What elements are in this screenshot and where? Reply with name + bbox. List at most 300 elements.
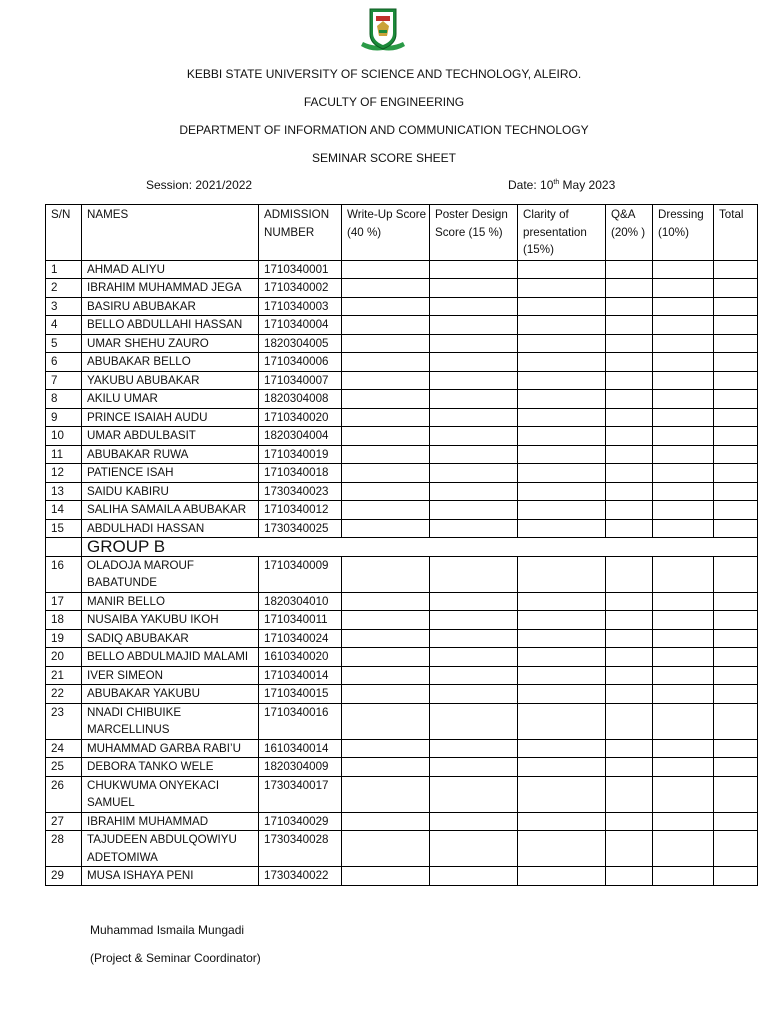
row-total-score	[714, 685, 758, 704]
row-admission: 1710340019	[259, 445, 342, 464]
row-sn: 28	[46, 831, 82, 867]
row-qa-score	[606, 703, 653, 739]
table-row	[46, 831, 758, 867]
col-clarity-header: Clarity of presentation (15%)	[518, 205, 606, 261]
row-sn: 26	[46, 776, 82, 812]
row-poster-score	[430, 353, 518, 372]
row-total-score	[714, 703, 758, 739]
row-poster-score	[430, 316, 518, 335]
row-total-score	[714, 666, 758, 685]
row-writeup-score	[342, 260, 430, 279]
row-clarity-score	[518, 648, 606, 667]
row-clarity-score	[518, 776, 606, 812]
row-admission: 1710340016	[259, 703, 342, 739]
row-poster-score	[430, 390, 518, 409]
row-sn: 7	[46, 371, 82, 390]
row-total-score	[714, 831, 758, 867]
row-writeup-score	[342, 390, 430, 409]
row-writeup-score	[342, 831, 430, 867]
row-clarity-score	[518, 482, 606, 501]
row-dressing-score	[653, 353, 714, 372]
row-dressing-score	[653, 445, 714, 464]
table-row	[46, 482, 758, 501]
row-dressing-score	[653, 464, 714, 483]
row-dressing-score	[653, 685, 714, 704]
row-name: MANIR BELLO	[82, 592, 259, 611]
table-row	[46, 592, 758, 611]
row-poster-score	[430, 629, 518, 648]
row-total-score	[714, 260, 758, 279]
row-clarity-score	[518, 390, 606, 409]
row-sn: 21	[46, 666, 82, 685]
row-total-score	[714, 390, 758, 409]
table-row	[46, 867, 758, 886]
row-admission: 1730340023	[259, 482, 342, 501]
row-dressing-score	[653, 648, 714, 667]
row-clarity-score	[518, 685, 606, 704]
row-name: MUHAMMAD GARBA RABI’U	[82, 739, 259, 758]
row-qa-score	[606, 390, 653, 409]
row-writeup-score	[342, 297, 430, 316]
row-name: BELLO ABDULMAJID MALAMI	[82, 648, 259, 667]
row-name: ABUBAKAR RUWA	[82, 445, 259, 464]
row-total-score	[714, 279, 758, 298]
row-dressing-score	[653, 703, 714, 739]
row-name: BELLO ABDULLAHI HASSAN	[82, 316, 259, 335]
row-writeup-score	[342, 666, 430, 685]
table-row	[46, 353, 758, 372]
row-total-score	[714, 464, 758, 483]
row-total-score	[714, 776, 758, 812]
row-sn: 8	[46, 390, 82, 409]
row-qa-score	[606, 519, 653, 538]
table-row	[46, 666, 758, 685]
row-clarity-score	[518, 867, 606, 886]
table-row	[46, 648, 758, 667]
table-row	[46, 371, 758, 390]
row-dressing-score	[653, 776, 714, 812]
row-clarity-score	[518, 445, 606, 464]
row-total-score	[714, 501, 758, 520]
row-qa-score	[606, 758, 653, 777]
row-poster-score	[430, 279, 518, 298]
row-dressing-score	[653, 334, 714, 353]
row-admission: 1710340012	[259, 501, 342, 520]
row-dressing-score	[653, 556, 714, 592]
row-poster-score	[430, 501, 518, 520]
row-total-score	[714, 519, 758, 538]
coordinator-role: (Project & Seminar Coordinator)	[90, 951, 261, 965]
row-name: YAKUBU ABUBAKAR	[82, 371, 259, 390]
session-label: Session: 2021/2022	[146, 178, 253, 192]
row-writeup-score	[342, 758, 430, 777]
row-name: UMAR ABDULBASIT	[82, 427, 259, 446]
row-admission: 1710340004	[259, 316, 342, 335]
row-qa-score	[606, 445, 653, 464]
row-writeup-score	[342, 867, 430, 886]
row-total-score	[714, 297, 758, 316]
row-writeup-score	[342, 629, 430, 648]
row-name: ABDULHADI HASSAN	[82, 519, 259, 538]
row-qa-score	[606, 776, 653, 812]
row-writeup-score	[342, 464, 430, 483]
row-poster-score	[430, 666, 518, 685]
table-row	[46, 629, 758, 648]
row-poster-score	[430, 776, 518, 812]
row-sn: 13	[46, 482, 82, 501]
table-row	[46, 260, 758, 279]
row-dressing-score	[653, 831, 714, 867]
row-name: SALIHA SAMAILA ABUBAKAR	[82, 501, 259, 520]
score-table	[45, 204, 758, 886]
table-row	[46, 427, 758, 446]
col-qa-header: Q&A (20% )	[606, 205, 653, 261]
row-qa-score	[606, 279, 653, 298]
row-admission: 1730340017	[259, 776, 342, 812]
row-clarity-score	[518, 739, 606, 758]
row-writeup-score	[342, 556, 430, 592]
row-admission: 1710340029	[259, 812, 342, 831]
row-total-score	[714, 812, 758, 831]
row-dressing-score	[653, 371, 714, 390]
row-writeup-score	[342, 739, 430, 758]
row-sn: 17	[46, 592, 82, 611]
table-row	[46, 519, 758, 538]
row-admission: 1820304004	[259, 427, 342, 446]
row-dressing-score	[653, 297, 714, 316]
row-poster-score	[430, 464, 518, 483]
row-dressing-score	[653, 666, 714, 685]
row-poster-score	[430, 427, 518, 446]
row-total-score	[714, 867, 758, 886]
row-writeup-score	[342, 501, 430, 520]
row-writeup-score	[342, 371, 430, 390]
table-row	[46, 556, 758, 592]
col-names-header: NAMES	[82, 205, 259, 261]
row-qa-score	[606, 648, 653, 667]
row-total-score	[714, 427, 758, 446]
row-admission: 1710340009	[259, 556, 342, 592]
row-qa-score	[606, 666, 653, 685]
row-sn: 29	[46, 867, 82, 886]
row-dressing-score	[653, 316, 714, 335]
row-poster-score	[430, 445, 518, 464]
row-clarity-score	[518, 279, 606, 298]
table-row	[46, 776, 758, 812]
row-poster-score	[430, 648, 518, 667]
row-name: PATIENCE ISAH	[82, 464, 259, 483]
row-admission: 1710340020	[259, 408, 342, 427]
row-writeup-score	[342, 316, 430, 335]
row-qa-score	[606, 611, 653, 630]
group-b-label: GROUP B	[82, 538, 758, 557]
row-sn: 24	[46, 739, 82, 758]
row-qa-score	[606, 408, 653, 427]
row-clarity-score	[518, 519, 606, 538]
row-qa-score	[606, 867, 653, 886]
row-poster-score	[430, 408, 518, 427]
row-dressing-score	[653, 758, 714, 777]
sheet-title: SEMINAR SCORE SHEET	[311, 151, 457, 165]
row-writeup-score	[342, 648, 430, 667]
table-row	[46, 408, 758, 427]
row-name: BASIRU ABUBAKAR	[82, 297, 259, 316]
row-writeup-score	[342, 427, 430, 446]
row-sn: 10	[46, 427, 82, 446]
row-clarity-score	[518, 556, 606, 592]
row-admission: 1710340006	[259, 353, 342, 372]
row-admission: 1730340025	[259, 519, 342, 538]
row-total-score	[714, 592, 758, 611]
row-admission: 1730340028	[259, 831, 342, 867]
col-dressing-header: Dressing (10%)	[653, 205, 714, 261]
row-qa-score	[606, 464, 653, 483]
row-dressing-score	[653, 812, 714, 831]
row-clarity-score	[518, 316, 606, 335]
row-poster-score	[430, 297, 518, 316]
row-total-score	[714, 629, 758, 648]
faculty-name: FACULTY OF ENGINEERING	[303, 95, 465, 109]
row-qa-score	[606, 501, 653, 520]
row-clarity-score	[518, 592, 606, 611]
row-clarity-score	[518, 353, 606, 372]
row-clarity-score	[518, 501, 606, 520]
row-clarity-score	[518, 334, 606, 353]
row-name: TAJUDEEN ABDULQOWIYU ADETOMIWA	[82, 831, 259, 867]
row-admission: 1710340002	[259, 279, 342, 298]
table-row	[46, 334, 758, 353]
row-sn: 20	[46, 648, 82, 667]
row-writeup-score	[342, 812, 430, 831]
table-row	[46, 279, 758, 298]
row-sn: 23	[46, 703, 82, 739]
row-poster-score	[430, 739, 518, 758]
row-writeup-score	[342, 279, 430, 298]
row-poster-score	[430, 867, 518, 886]
row-qa-score	[606, 812, 653, 831]
table-row	[46, 739, 758, 758]
row-sn: 6	[46, 353, 82, 372]
table-row	[46, 611, 758, 630]
row-writeup-score	[342, 445, 430, 464]
row-admission: 1820304008	[259, 390, 342, 409]
col-total-header: Total	[714, 205, 758, 261]
row-qa-score	[606, 260, 653, 279]
row-qa-score	[606, 831, 653, 867]
row-poster-score	[430, 812, 518, 831]
table-row	[46, 297, 758, 316]
row-sn: 9	[46, 408, 82, 427]
row-clarity-score	[518, 260, 606, 279]
row-name: MUSA ISHAYA PENI	[82, 867, 259, 886]
col-sn-header: S/N	[46, 205, 82, 261]
row-total-score	[714, 556, 758, 592]
row-dressing-score	[653, 408, 714, 427]
row-qa-score	[606, 556, 653, 592]
row-clarity-score	[518, 812, 606, 831]
row-admission: 1710340018	[259, 464, 342, 483]
row-total-score	[714, 758, 758, 777]
row-qa-score	[606, 334, 653, 353]
row-dressing-score	[653, 629, 714, 648]
row-clarity-score	[518, 666, 606, 685]
row-clarity-score	[518, 703, 606, 739]
row-poster-score	[430, 334, 518, 353]
university-crest-icon	[357, 6, 409, 54]
table-row	[46, 685, 758, 704]
row-poster-score	[430, 482, 518, 501]
group-a-rows	[46, 260, 758, 538]
row-dressing-score	[653, 260, 714, 279]
table-row	[46, 758, 758, 777]
row-name: NUSAIBA YAKUBU IKOH	[82, 611, 259, 630]
row-name: IBRAHIM MUHAMMAD JEGA	[82, 279, 259, 298]
row-admission: 1820304005	[259, 334, 342, 353]
row-total-score	[714, 334, 758, 353]
table-row	[46, 390, 758, 409]
row-name: NNADI CHIBUIKE MARCELLINUS	[82, 703, 259, 739]
row-sn: 27	[46, 812, 82, 831]
row-clarity-score	[518, 758, 606, 777]
col-poster-header: Poster Design Score (15 %)	[430, 205, 518, 261]
row-poster-score	[430, 260, 518, 279]
row-sn: 19	[46, 629, 82, 648]
row-writeup-score	[342, 703, 430, 739]
row-qa-score	[606, 353, 653, 372]
row-name: ABUBAKAR YAKUBU	[82, 685, 259, 704]
row-dressing-score	[653, 867, 714, 886]
row-name: PRINCE ISAIAH AUDU	[82, 408, 259, 427]
row-dressing-score	[653, 592, 714, 611]
row-total-score	[714, 408, 758, 427]
row-dressing-score	[653, 427, 714, 446]
row-admission: 1610340020	[259, 648, 342, 667]
row-total-score	[714, 739, 758, 758]
row-sn: 25	[46, 758, 82, 777]
row-poster-score	[430, 611, 518, 630]
row-dressing-score	[653, 482, 714, 501]
table-row	[46, 703, 758, 739]
row-name: ABUBAKAR BELLO	[82, 353, 259, 372]
row-dressing-score	[653, 611, 714, 630]
row-name: DEBORA TANKO WELE	[82, 758, 259, 777]
row-admission: 1710340001	[259, 260, 342, 279]
row-total-score	[714, 316, 758, 335]
table-row	[46, 464, 758, 483]
table-row	[46, 445, 758, 464]
row-sn: 11	[46, 445, 82, 464]
row-admission: 1710340011	[259, 611, 342, 630]
row-total-score	[714, 648, 758, 667]
row-total-score	[714, 353, 758, 372]
row-poster-score	[430, 519, 518, 538]
row-sn: 14	[46, 501, 82, 520]
col-admission-header: ADMISSION NUMBER	[259, 205, 342, 261]
row-sn: 5	[46, 334, 82, 353]
row-dressing-score	[653, 390, 714, 409]
row-poster-score	[430, 758, 518, 777]
row-qa-score	[606, 592, 653, 611]
row-qa-score	[606, 685, 653, 704]
date-label: Date: 10th May 2023	[508, 178, 616, 192]
row-writeup-score	[342, 408, 430, 427]
row-qa-score	[606, 427, 653, 446]
row-sn: 3	[46, 297, 82, 316]
row-clarity-score	[518, 611, 606, 630]
row-writeup-score	[342, 685, 430, 704]
row-name: IBRAHIM MUHAMMAD	[82, 812, 259, 831]
row-qa-score	[606, 297, 653, 316]
table-row	[46, 812, 758, 831]
row-writeup-score	[342, 353, 430, 372]
row-writeup-score	[342, 519, 430, 538]
table-row	[46, 316, 758, 335]
row-name: AHMAD ALIYU	[82, 260, 259, 279]
row-qa-score	[606, 629, 653, 648]
row-writeup-score	[342, 592, 430, 611]
row-writeup-score	[342, 776, 430, 812]
row-sn: 22	[46, 685, 82, 704]
row-admission: 1710340014	[259, 666, 342, 685]
row-writeup-score	[342, 334, 430, 353]
row-sn: 2	[46, 279, 82, 298]
col-writeup-header: Write-Up Score (40 %)	[342, 205, 430, 261]
row-dressing-score	[653, 279, 714, 298]
row-name: AKILU UMAR	[82, 390, 259, 409]
row-sn: 4	[46, 316, 82, 335]
row-admission: 1730340022	[259, 867, 342, 886]
row-admission: 1610340014	[259, 739, 342, 758]
table-header-row	[46, 205, 758, 261]
row-clarity-score	[518, 371, 606, 390]
row-total-score	[714, 371, 758, 390]
department-name: DEPARTMENT OF INFORMATION AND COMMUNICATION TECHNOLOGY	[179, 123, 589, 137]
row-poster-score	[430, 592, 518, 611]
row-admission: 1820304009	[259, 758, 342, 777]
row-qa-score	[606, 371, 653, 390]
row-sn: 1	[46, 260, 82, 279]
row-admission: 1820304010	[259, 592, 342, 611]
row-name: IVER SIMEON	[82, 666, 259, 685]
row-qa-score	[606, 316, 653, 335]
row-admission: 1710340024	[259, 629, 342, 648]
row-clarity-score	[518, 831, 606, 867]
row-name: SAIDU KABIRU	[82, 482, 259, 501]
row-qa-score	[606, 482, 653, 501]
row-dressing-score	[653, 501, 714, 520]
table-row	[46, 501, 758, 520]
coordinator-name: Muhammad Ismaila Mungadi	[90, 923, 245, 937]
row-poster-score	[430, 703, 518, 739]
row-clarity-score	[518, 427, 606, 446]
row-clarity-score	[518, 629, 606, 648]
row-clarity-score	[518, 464, 606, 483]
row-sn: 18	[46, 611, 82, 630]
row-admission: 1710340003	[259, 297, 342, 316]
row-writeup-score	[342, 482, 430, 501]
row-clarity-score	[518, 297, 606, 316]
row-poster-score	[430, 371, 518, 390]
university-name: KEBBI STATE UNIVERSITY OF SCIENCE AND TECHNOLOGY, ALEIRO.	[186, 67, 582, 81]
row-dressing-score	[653, 519, 714, 538]
row-sn: 12	[46, 464, 82, 483]
row-name: OLADOJA MAROUF BABATUNDE	[82, 556, 259, 592]
row-admission: 1710340007	[259, 371, 342, 390]
row-name: UMAR SHEHU ZAURO	[82, 334, 259, 353]
row-sn: 16	[46, 556, 82, 592]
row-name: SADIQ ABUBAKAR	[82, 629, 259, 648]
row-qa-score	[606, 739, 653, 758]
